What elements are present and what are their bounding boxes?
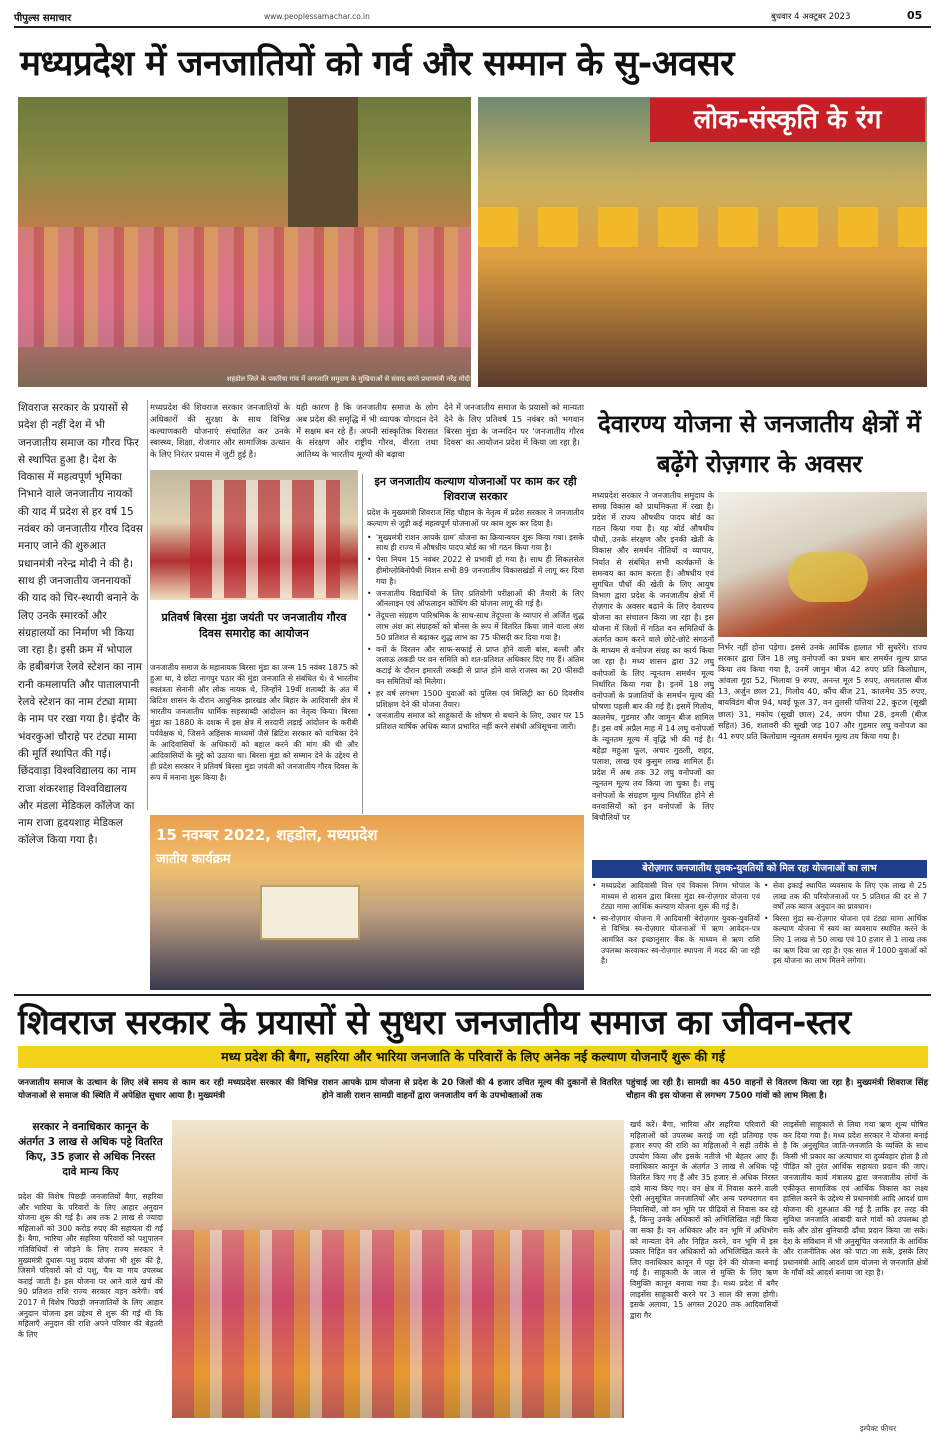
issue-date: बुधवार 4 अक्टूबर 2023	[771, 12, 851, 22]
event-subtitle: जातीय कार्यक्रम	[156, 852, 231, 867]
welfare-box	[362, 474, 584, 814]
bottom-subhead: मध्य प्रदेश की बैगा, सहरिया और भारिया जनजाति के परिवारों के लिए अनेक नई कल्याण योजनाएँ शुरू की गई	[18, 1046, 928, 1068]
photo-tribal-dancers	[150, 470, 358, 600]
youth-banner: बेरोज़गार जनजातीय युवक-युवतियों को मिल रहा योजनाओं का लाभ	[592, 860, 927, 878]
photo1-caption: शहडोल जिले के पकरिया गांव में जनजाति समुदाय के मुखियाओं से संवाद करते प्रधानमंत्री नरेंद्र मोदी	[226, 375, 470, 383]
brand: पीपुल्स समाचार	[14, 13, 72, 24]
youth-item: • मध्यप्रदेश आदिवासी वित्त एवं विकास निगम भोपाल के माध्यम से शासन द्वारा बिरसा मुंडा स्व-रोज़गार योजना एवं टंट्या मामा आर्थिक कल्याण योजना शुरू की गई है।	[592, 881, 760, 913]
painting	[260, 885, 360, 940]
page-number: 05	[907, 9, 923, 22]
section-rule	[14, 994, 931, 996]
youth-list-left	[592, 881, 760, 968]
photo-pm-tribal-dialogue	[18, 97, 471, 387]
dancer-figures	[190, 480, 340, 598]
welfare-item: • जनजातीय विद्यार्थियों के लिए प्रतियोगी परीक्षाओं की तैयारी के लिए ऑनलाइन एवं ऑफलाइन कोचिंग की योजना लागू की गई है।	[367, 589, 584, 611]
mid-top-col-1: मध्यप्रदेश की शिवराज सरकार जनजातियों के अधिकारों की सुरक्षा के साथ विभिन्न कल्याणकारी योजनाएं संचालित कर उनके स्वास्थ्य, शिक्षा, रोजगार और सामाजिक उत्थान के लिए निरंतर प्रयास में जुटी हुई है।	[150, 402, 290, 460]
dhol-drum	[788, 552, 868, 602]
dev-headline: देवारण्य योजना से जनजातीय क्षेत्रों में बढ़ेंगे रोज़गार के अवसर	[598, 410, 921, 478]
dev-left-text: मध्यप्रदेश सरकार ने जनजातीय समुदाय के समग्र विकास को प्राथमिकता में रखा है। प्रदेश में राज्य औषधीय पादप बोर्ड का गठन किया गया है। यह बोर्ड औषधीय पौधों, उनके संरक्षण और इनकी खेती के विकास और समर्थन नीतियों व व्यापार, निर्यात से संबंधित सभी कार्यक्रमों के समन्वय का काम करता है। औषधीय एवं सुगंधित पौधों की खेती के लिए आयुष विभाग द्वारा प्रदेश के जनजातीय क्षेत्रों में रोज़गार के अवसर बढ़ाने के लिए देवारण्य योजना का संचालन किया जा रहा है। इस योजना में जिलों में गठित वन समितियों के अंतर्गत काम करने वाले छोटे-छोटे संगठनों के माध्यम से वनोपज संग्रह का कार्य किया जा रहा है। मध्य शासन द्वारा 32 लघु वनोपजों के लिए न्यूनतम समर्थन मूल्य निर्धारित किया गया है। इनमें 18 लघु वनोपजों के प्रजातियों के समर्थन मूल्य की घोषणा पहली बार की गई है। इसमें गिलोय, कालमेघ, गुडमार और जामुन बीज शामिल हैं। इस वर्ष अप्रैल माह में 14 लघु वनोपजों के न्यूनतम मूल्य में वृद्धि भी की गई है। बहेड़ा महुआ फूल, अचार गुठली, शहद, पलाश, लाख एवं कुसुम लाख शामिल हैं। प्रदेश में अब तक 32 लघु वनोपजों का न्यूनतम मूल्य तय किया जा चुका है। लघु वनोपजों के संग्रहण मूल्य निर्धारित होने से वनवासियों को इन वनोपजों के लिए बिचौलियों पर	[592, 491, 714, 822]
photo-tribal-celebration	[172, 1120, 624, 1418]
mid-bottom-text: खर्च करें। बैगा, भारिया और सहरिया परिवारों की महिलाओं को उपलब्ध कराई जा रही प्रतिमाह एक हजार रुपए की राशि का महिलाओं ने सही तरीके से उपयोग किया और इसके नतीजे भी बेहतर आए हैं। वनाधिकार कानून के अंतर्गत 3 लाख से अधिक पट्टे वितरित किए गए हैं और 35 हजार से अधिक निरस्त दावे मान्य किए गए। वन क्षेत्र में निवास करने वाली ऐसी अनुसूचित जनजातियों और अन्य परम्परागत वन निवासियों, जो वन भूमि पर पीढ़ियों से निवास कर रहे हैं, किन्तु उनके अधिकारों को अभिलिखित नहीं किया जा सका है। वन अधिकार और वन भूमि में अधिभोग को मान्यता देने और निहित करने, वन भूमि में इस प्रकार निहित वन अधिकारों को अभिलिखित करने के लिए वनाधिकार कानून में पट्टा देने की योजना बनाई गई है। साहूकारी के जाल से मुक्ति के लिए ऋण विमुक्ति कानून बनाया गया है। मध्य प्रदेश में बगैर लाइसेंस साहूकारी करने पर 3 साल की सजा होगी। इसके अलावा, 15 अगस्त 2020 तक आदिवासियों द्वारा गैर	[630, 1120, 778, 1320]
culture-banner: लोक-संस्कृति के रंग	[650, 98, 925, 142]
photo-shahdol-event	[150, 815, 584, 990]
crowd-lower	[172, 1230, 624, 1418]
photo-cm-dhol	[718, 492, 927, 637]
welfare-item: • जनजातीय समाज को साहूकारों के शोषण से बचाने के लिए, उधार पर 15 प्रतिशत वार्षिक अधिक ब्याज प्रभारित नहीं करने संबंधी अधिसूचना जारी।	[367, 711, 584, 733]
youth-list-right	[764, 881, 927, 968]
deck-col-1: जनजातीय समाज के उत्थान के लिए लंबे समय से काम कर रही मध्यप्रदेश सरकार की विभिन्न योजनाओं से समाज की स्थिति में अपेक्षित सुधार आया है। मुख्यमंत्री	[18, 1078, 318, 1101]
event-banner: 15 नवम्बर 2022, शहडोल, मध्यप्रदेश	[156, 826, 378, 844]
site-url: www.peoplessamachar.co.in	[264, 12, 370, 21]
mid-top-col-2: यही कारण है कि जनजातीय समाज के लोग अब प्रदेश की समृद्धि में भी व्यापक योगदान देने में सक्षम बन रहे हैं। अपनी सांस्कृतिक विरासत के संरक्षण और राष्ट्रीय गौरव, वीरता तथा आतिथ्य के भारतीय मूल्यों की बढ़ावा	[296, 402, 438, 460]
birsa-text: जनजातीय समाज के महानायक बिरसा मुंडा का जन्म 15 नवंबर 1875 को हुआ था, वे छोटा नागपुर पठार की मुंडा जनजाति से संबंधित थे। वे भारतीय स्वतंत्रता सेनानी और लोक नायक थे, जिन्होंने 19वीं शताब्दी के अंत में ब्रिटिश शासन के दौरान आधुनिक झारखंड और बिहार के आदिवासी क्षेत्र में भारतीय जनजातीय धार्मिक सहस्त्राब्दी आंदोलन का नेतृत्व किया। बिरसा मुंडा का 1880 के दशक में इस क्षेत्र में सरदारी लड़ाई आंदोलन के करीबी पर्यवेक्षक थे, जिसने अहिंसक माध्यमों जैसे ब्रिटिश सरकार को याचिका देने के आदिवासियों के अधिकारों को बहाल करने की मांग की थी और आदिवासियों के मुद्दे को उठाया था। बिरसा मुंडा को सम्मान देने के उद्देश्य से ही प्रदेश सरकार ने प्रतिवर्ष बिरसा मुंडा जयंती को जनजातीय गौरव दिवस के रूप में मनाना शुरू किया है।	[150, 663, 358, 782]
forest-text: प्रदेश की विशेष पिछड़ी जनजातियों बैगा, सहरिया और भारिया के परिवारों के लिए आहार अनुदान योजना शुरू की गई है। अब तक 2 लाख से ज्यादा महिलाओं को 300 करोड़ रुपए की सहायता दी गई है। बैगा, भारिया और सहरिया परिवारों को पशुपालन गतिविधियों से जोड़ने के लिए राज्य सरकार ने मुख्यमंत्री दुधारू पशु प्रदाय योजना भी शुरू की है, जिसमें परिवारों को दो पशु, चैत्र या गाय उपलब्ध कराई जाती है। इस योजना पर आने वाले खर्च की 90 प्रतिशत राशि राज्य सरकार वहन करेगी। वर्ष 2017 में विशेष पिछड़ी जनजातियों के लिए आहार अनुदान योजना इस उद्देश्य से शुरू की गई थी कि महिलाएँ अनुदान की राशि अपने परिवार की बेहतरी के लिए	[18, 1192, 163, 1339]
crowd	[18, 227, 471, 347]
bottom-headline: शिवराज सरकार के प्रयासों से सुधरा जनजातीय समाज का जीवन-स्तर	[18, 1003, 851, 1043]
tree-trunk	[288, 97, 358, 227]
welfare-item: • वनों के विरलन और साफ-सफाई से प्राप्त होने वाली बांस, बल्ली और जलाऊ लकड़ी पर वन समिति को शत-प्रतिशत अधिकार दिए गए हैं। अंतिम कटाई के दौरान इमारती लकड़ी से प्राप्त होने वाले राजस्व का 20 फीसदी वन समितियों को मिलेगा।	[367, 645, 584, 688]
left-column: शिवराज सरकार के प्रयासों से प्रदेश ही नहीं देश में भी जनजातीय समाज का गौरव फिर से स्थापित हुआ है। देश के विकास में महत्वपूर्ण भूमिका निभाने वाले जनजातीय नायकों की याद में प्रदेश से हर वर्ष 15 नवंबर को जनजातीय गौरव दिवस मनाए जाने की शुरुआत प्रधानमंत्री नरेन्द्र मोदी ने की है। साथ ही जनजातीय जननायकों की याद को चिर-स्थायी बनाने के लिए उनके स्मारकों और संग्रहालयों का निर्माण भी किया जा रहा है। इसी क्रम में भोपाल के हबीबगंज रेलवे स्टेशन का नाम रानी कमलापति और पातालपानी रेलवे स्टेशन का नाम टंट्या मामा के नाम पर रखा गया है। इंदौर के भंवरकुआं चौराहे पर टंट्या मामा की मूर्ति स्थापित की गई। छिंदवाड़ा विश्वविद्यालय का नाम राजा शंकरशाह विश्वविद्यालय और मंडला मेडिकल कॉलेज का नाम राजा हृदयशाह मेडिकल कॉलेज किया गया है।	[18, 402, 144, 847]
deck-col-2: राशन आपके ग्राम योजना से प्रदेश के 20 जिलों की 4 हजार उचित मूल्य की दुकानों से वितरित होने वाली राशन सामग्री वाहनों द्वारा जनजातीय वर्ग के उपभोक्ताओं तक	[322, 1078, 622, 1101]
right-bottom-text: लाइसेंसी साहूकारों से लिया गया ऋण शून्य घोषित कर दिया गया है। मध्य प्रदेश सरकार ने योजना बनाई है कि अनुसूचित जाति-जनजाति के व्यक्ति के साथ किसी भी प्रकार का अत्याचार या दुर्व्यवहार होता है तो पीड़ित को तुरंत आर्थिक सहायता प्रदान की जाए। जनजातीय कार्य मंत्रालय द्वारा जनजातीय लोगों के एकीकृत सामाजिक एवं आर्थिक विकास का लक्ष्य हासिल करने के उद्देश्य से प्रधानमंत्री आदि आदर्श ग्राम योजना की शुरुआत की गई है ताकि हर तरह की सुविधा जनजाति आबादी वाले गांवों को उपलब्ध हो सके और ठोस बुनियादी ढाँचा प्रदान किया जा सके। देश के संविधान में भी अनुसूचित जनजाति के आर्थिक और राजनीतिक अंश को पाटा जा सके, इसके लिए प्रधानमंत्री आदि आदर्श ग्राम योजना से जनजाति क्षेत्रों के गाँवों को आदर्श बनाया जा रहा है।	[783, 1120, 928, 1278]
youth-item: • बिरसा मुंडा स्व-रोज़गार योजना एवं टंट्या मामा आर्थिक कल्याण योजना में स्वयं का व्यवसाय स्थापित करने के लिए 1 लाख से 50 लाख एवं 10 हजार से 1 लाख तक का ऋण दिया जा रहा है। एक साल में 1000 युवाओं को इस योजना का लाभ मिलने लगेगा।	[764, 914, 927, 967]
footer-label: इम्पैक्ट फीचर	[860, 1424, 897, 1433]
col-divider	[147, 400, 148, 810]
masthead	[14, 8, 931, 28]
main-headline: मध्यप्रदेश में जनजातियों को गर्व और सम्मान के सु-अवसर	[20, 44, 734, 84]
birsa-heading: प्रतिवर्ष बिरसा मुंडा जयंती पर जनजातीय गौरव दिवस समारोह का आयोजन	[161, 611, 347, 640]
turbans	[478, 207, 927, 247]
youth-item: • सेवा इकाई स्थापित व्यवसाय के लिए एक लाख से 25 लाख तक की परियोजनाओं पर 5 प्रतिशत की दर से 7 वर्षों तक ब्याज अनुदान का प्रावधान।	[764, 881, 927, 913]
deck-col-3: पहुंचाई जा रही है। सामग्री का 450 वाहनों से वितरण किया जा रहा है। मुख्यमंत्री शिवराज सिंह चौहान की इस योजना से लगभग 7500 गांवों को लाभ मिला है।	[626, 1078, 928, 1101]
dev-right-text: निर्भर नहीं होना पड़ेगा। इससे उनके आर्थिक हालात भी सुधरेंगे। राज्य सरकार द्वारा जिन 18 लघु वनोपजों का प्रथम बार समर्थन मूल्य प्राप्त किया तय किया गया है, उनमें जामुन बीज 42 रुपए प्रति किलोग्राम, आंवला गूदा 52, भिलावा 9 रुपए, अनन्त मूल 5 रुपए, अमलतास बीज 13, अर्जुन छाल 21, गिलोय 40, कौंच बीज 21, कालमेघ 35 रुपए, बायविडंग बीज 94, धवई फूल 37, वन तुलसी पत्तियां 22, कुटज (सूखी छाल) 31, मकोय (सूखी छाल) 24, अपंग पौधा 28, इमली (बीज सहित) 36, शतावरी की सूखी जड़ 107 और गुड़मार लघु वनोपज का 41 रुपए प्रति किलोग्राम न्यूनतम समर्थन मूल्य तय किया गया है।	[718, 643, 927, 741]
welfare-item: • पेसा नियम 15 नवंबर 2022 से प्रभावी हो गया है। साथ ही सिकलसेल हीमोग्लोबिनोपैथी मिशन सभी 89 जनजातीय विकासखंडों में लागू कर दिया गया है।	[367, 555, 584, 587]
welfare-heading: इन जनजातीय कल्याण योजनाओं पर काम कर रही शिवराज सरकार	[374, 475, 577, 503]
welfare-intro: प्रदेश के मुख्यमंत्री शिवराज सिंह चौहान के नेतृत्व में प्रदेश सरकार ने जनजातीय कल्याण से जुड़ी कई महत्वपूर्ण योजनाओं पर काम शुरू कर दिया है।	[367, 508, 584, 528]
welfare-list	[367, 533, 584, 733]
welfare-item: • तेंदूपत्ता संग्रहण पारिश्रमिक के साथ-साथ तेंदूपत्ता के व्यापार से अर्जित शुद्ध लाभ अंश का संग्राहकों को बोनस के रूप में वितरित किया जाने वाला अंश 50 प्रतिशत से बढ़ाकर शुद्ध लाभ का 75 फीसदी कर दिया गया है।	[367, 611, 584, 643]
welfare-item: • 'मुख्यमंत्री राशन आपके ग्राम' योजना का क्रियान्वयन शुरू किया गया। इसके साथ ही राज्य में औषधीय पादप बोर्ड का भी गठन किया गया है।	[367, 533, 584, 555]
youth-item: • स्व-रोज़गार योजना में आदिवासी बेरोज़गार युवक-युवतियों से विभिन्न स्व-रोज़गार योजनाओं में ऋण आवेदन-पत्र आमंत्रित कर इच्छानुसार बैंक के माध्यम से ऋण राशि उपलब्ध करवाकर स्व-रोज़गार स्थापना में मदद की जा रही है।	[592, 914, 760, 967]
forest-heading: सरकार ने वनाधिकार कानून के अंतर्गत 3 लाख से अधिक पट्टे वितरित किए, 35 हजार से अधिक निरस्त दावे मान्य किए	[18, 1121, 163, 1178]
welfare-item: • हर वर्ष लगभग 1500 युवाओं को पुलिस एवं मिलिट्री का 60 दिवसीय प्रशिक्षण देने की योजना तैयार।	[367, 689, 584, 711]
mid-top-col-3: देने में जनजातीय समाज के प्रयासों को मान्यता देने के लिए प्रतिवर्ष 15 नवंबर को भगवान बिरसा मुंडा के जन्मदिन पर 'जनजातीय गौरव दिवस' का आयोजन प्रदेश में किया जा रहा है।	[444, 402, 584, 448]
